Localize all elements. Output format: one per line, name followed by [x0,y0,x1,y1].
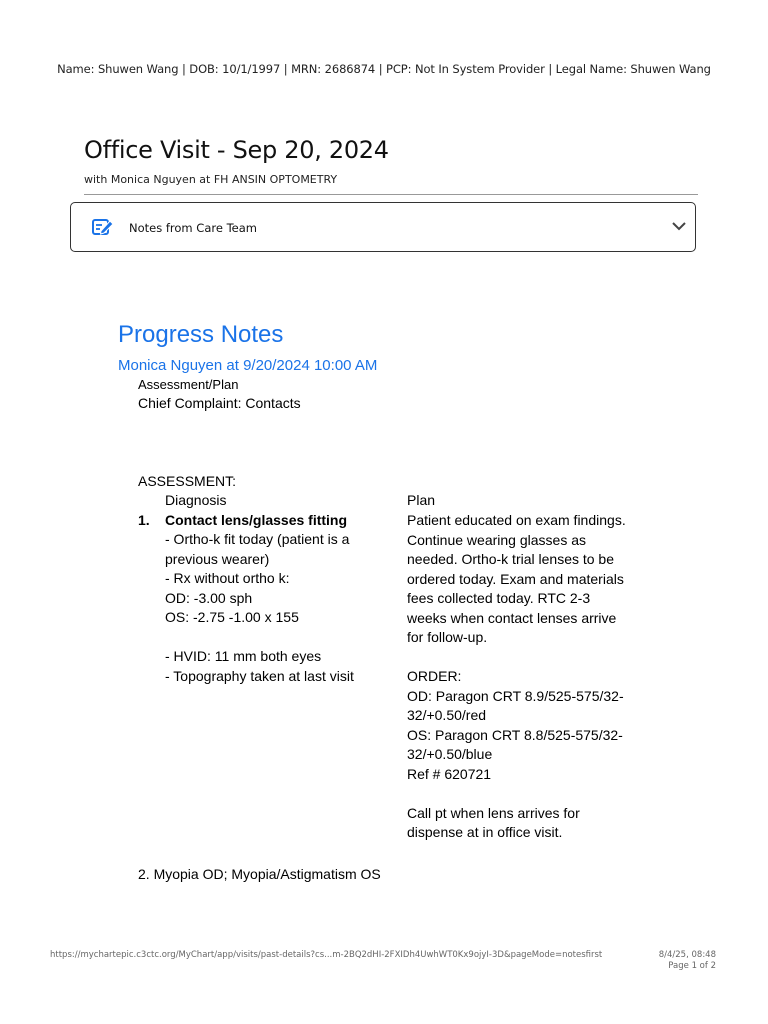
plan-line: Call pt when lens arrives for [407,804,580,821]
patient-header: Name: Shuwen Wang | DOB: 10/1/1997 | MRN: 2686874 | PCP: Not In System Provider | Legal Name: Shuwen Wang [57,62,711,76]
order-label: ORDER: [407,668,462,684]
plan-line: dispense at in office visit. [407,824,563,840]
plan-line: needed. Ortho-k trial lenses to be [407,551,615,567]
chief-complaint: Chief Complaint: Contacts [138,395,301,411]
footer-page: Page 1 of 2 [668,961,716,971]
blank-line [165,628,354,648]
detail-line: OD: -3.00 sph [165,589,253,606]
plan-line: Continue wearing glasses as [407,531,586,548]
detail-line: - Topography taken at last visit [165,667,354,684]
divider [84,194,698,195]
footer-url: https://mychartepic.c3ctc.org/MyChart/app/visits/past-details?cs...m-2BQ2dHI-2FXIDh4UwhWT0Kx9ojyI-3D&pageMode=notesfirst [50,950,603,960]
blank-line [407,648,626,668]
care-team-label: Notes from Care Team [129,221,257,235]
assessment-label: ASSESSMENT: [138,473,237,489]
detail-line: - Rx without ortho k: [165,570,290,586]
plan-line: weeks when contact lenses arrive [407,609,617,626]
plan-line: for follow-up. [407,629,488,645]
care-team-notes-toggle[interactable] [70,202,696,252]
visit-title: Office Visit - Sep 20, 2024 [84,136,389,164]
detail-line: - HVID: 11 mm both eyes [165,648,322,664]
edit-note-icon [92,217,114,237]
diagnosis-details [165,530,354,686]
diagnosis-item-2: 2. Myopia OD; Myopia/Astigmatism OS [138,866,381,882]
plan-line: Ref # 620721 [407,765,492,782]
blank-line [407,784,626,804]
note-author: Monica Nguyen at 9/20/2024 10:00 AM [118,357,378,374]
footer-date: 8/4/25, 08:48 [658,950,716,960]
note-section: Assessment/Plan [138,377,239,392]
diagnosis-title: Contact lens/glasses fitting [165,512,348,528]
plan-line: OS: Paragon CRT 8.8/525-575/32- [407,726,623,743]
visit-subtitle: with Monica Nguyen at FH ANSIN OPTOMETRY [84,173,338,186]
plan-line: Patient educated on exam findings. [407,512,626,528]
plan-line: 32/+0.50/blue [407,746,493,762]
plan-line: 32/+0.50/red [407,707,487,723]
plan-details [407,511,626,843]
plan-line: ordered today. Exam and materials [407,570,624,587]
item-number: 1. [138,512,150,528]
detail-line: previous wearer) [165,550,270,567]
diagnosis-header: Diagnosis [165,492,227,508]
chevron-down-icon[interactable] [671,219,687,231]
plan-header: Plan [407,492,436,508]
progress-notes-title: Progress Notes [118,321,284,348]
plan-line: OD: Paragon CRT 8.9/525-575/32- [407,687,624,704]
plan-line: fees collected today. RTC 2-3 [407,590,591,606]
detail-line: OS: -2.75 -1.00 x 155 [165,609,299,625]
detail-line: - Ortho-k fit today (patient is a [165,531,350,547]
